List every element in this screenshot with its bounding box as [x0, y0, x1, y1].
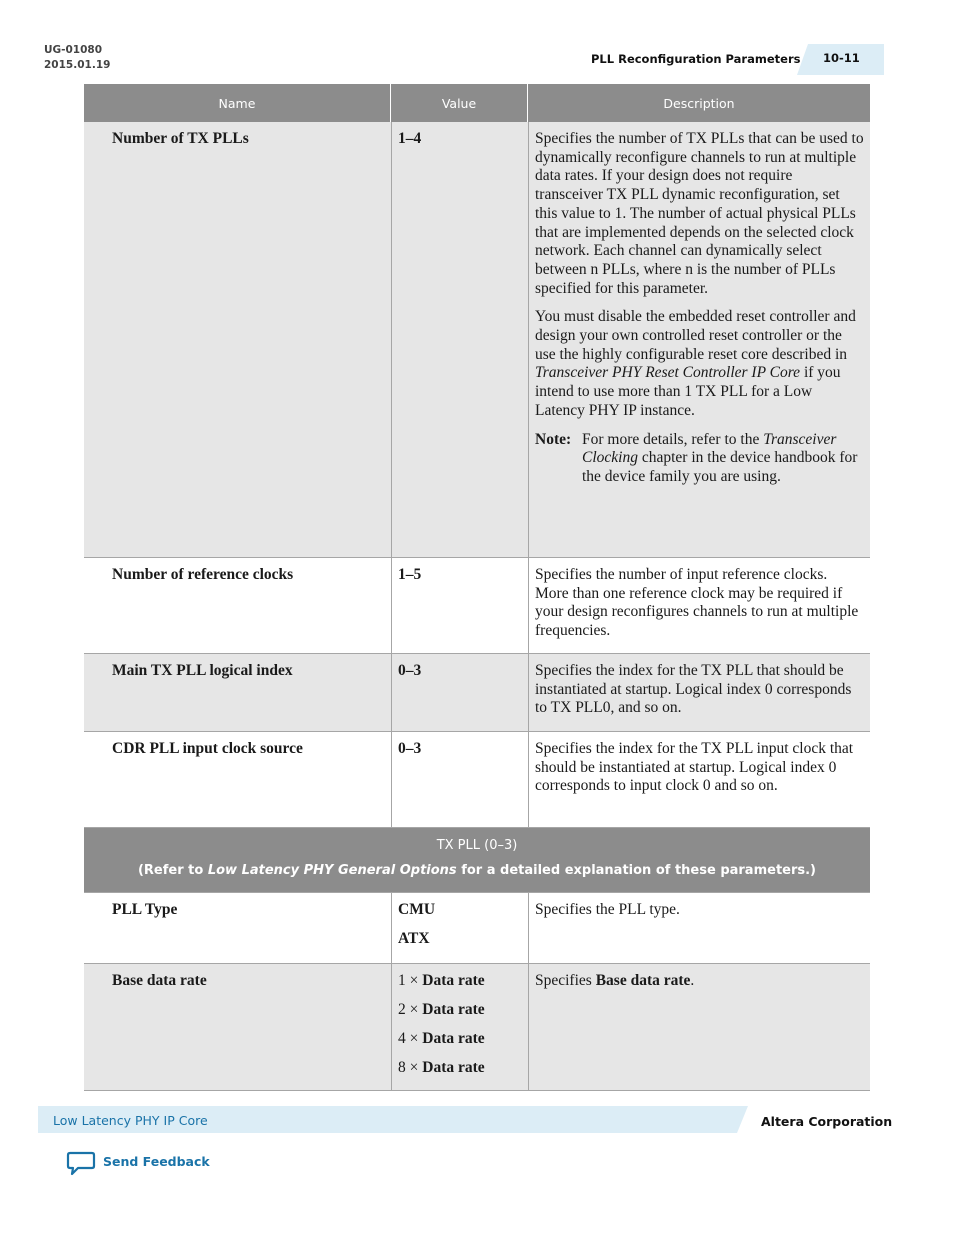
param-name: PLL Type	[112, 901, 178, 918]
text-run: You must disable the embedded reset controller and design your own controlled reset controller or the use the highly configurable reset core described in	[535, 308, 856, 363]
section-header-subtitle	[84, 853, 870, 878]
text-run: .	[690, 972, 695, 989]
table-row	[84, 122, 870, 558]
table-row	[84, 964, 870, 1091]
param-name: Base data rate	[84, 964, 391, 1090]
param-value: 1–5	[391, 558, 528, 653]
param-name: Number of reference clocks	[112, 566, 294, 583]
table-row	[84, 732, 870, 828]
multiplier: 8 ×	[398, 1059, 419, 1076]
document-date: 2015.01.19	[44, 59, 111, 71]
param-value: ATX	[398, 930, 430, 947]
param-value: 0–3	[391, 654, 528, 731]
param-name: CDR PLL input clock source	[112, 740, 303, 757]
table-row	[84, 654, 870, 732]
page-number: 10-11	[823, 51, 860, 65]
param-value	[398, 1001, 522, 1020]
column-header-description: Description	[528, 84, 870, 122]
param-value-list	[391, 964, 528, 1090]
note-text	[582, 431, 864, 487]
param-value: 0–3	[391, 732, 528, 827]
value-label: Data rate	[422, 1030, 485, 1047]
description-paragraph: Specifies the number of TX PLLs that can be used to dynamically reconfigure channels to run at multiple data rates. If your design does not require transceiver TX PLL dynamic reconfiguration, set this value to 1. The number of actual physical PLLs that are implemented depends on the selected clock network. Each channel can dynamically select between n PLLs, where n is the number of PLLs specified for this parameter.	[535, 130, 864, 297]
param-value-list	[391, 893, 528, 963]
text-run: if you intend to use more than 1 TX PLL for a Low Latency PHY IP instance.	[535, 364, 841, 419]
column-header-name: Name	[84, 84, 391, 122]
note-label: Note:	[535, 430, 572, 448]
param-value: 1–4	[391, 122, 528, 557]
doc-reference: Transceiver PHY Reset Controller IP Core	[535, 364, 801, 382]
param-description: Specifies the PLL type.	[528, 893, 870, 963]
section-title: PLL Reconfiguration Parameters	[591, 52, 801, 66]
param-description	[528, 122, 870, 557]
table-section-header	[84, 828, 870, 893]
text-run: chapter in the device handbook for the device family you are using.	[582, 449, 858, 485]
text-run: For more details, refer to the	[582, 430, 764, 448]
document-id: UG-01080	[44, 44, 103, 56]
doc-reference: Low Latency PHY General Options	[207, 863, 457, 878]
param-description: Specifies the index for the TX PLL that should be instantiated at startup. Logical index 0 corresponds to TX PLL0, and so on.	[528, 654, 870, 731]
table-header	[84, 84, 870, 122]
doc-reference: Transceiver Clocking	[582, 430, 837, 467]
param-value	[398, 1059, 522, 1078]
param-name: Main TX PLL logical index	[84, 654, 391, 731]
param-value: CMU	[398, 901, 436, 918]
column-header-value: Value	[391, 84, 528, 122]
table-row	[84, 558, 870, 654]
document-id-block	[44, 43, 110, 73]
value-label: Data rate	[422, 1001, 485, 1018]
text-run: for a detailed explanation of these parameters.)	[456, 863, 816, 878]
send-feedback-link[interactable]: Send Feedback	[103, 1154, 210, 1169]
param-description	[528, 964, 870, 1090]
param-value	[398, 972, 522, 991]
parameters-table	[84, 84, 870, 1091]
value-label: Data rate	[422, 972, 485, 989]
param-name: Number of TX PLLs	[84, 122, 391, 557]
text-run: Specifies	[535, 972, 596, 989]
param-description: Specifies the index for the TX PLL input clock that should be instantiated at startup. Logical index 0 corresponds to input clock 0 and so on.	[528, 732, 870, 827]
description-paragraph	[535, 308, 864, 420]
footer-doc-title[interactable]: Low Latency PHY IP Core	[53, 1113, 208, 1128]
note-block	[535, 431, 864, 487]
section-header-title: TX PLL (0–3)	[436, 838, 518, 853]
multiplier: 2 ×	[398, 1001, 419, 1018]
text-run: (Refer to	[137, 863, 208, 878]
multiplier: 4 ×	[398, 1030, 419, 1047]
param-value	[398, 1030, 522, 1049]
emphasis: Base data rate	[595, 972, 691, 989]
value-label: Data rate	[422, 1059, 485, 1076]
table-row	[84, 893, 870, 964]
multiplier: 1 ×	[398, 972, 419, 989]
speech-bubble-icon[interactable]	[66, 1151, 96, 1177]
param-description: Specifies the number of input reference clocks. More than one reference clock may be required if your design reconfigures channels to run at multiple frequencies.	[528, 558, 870, 653]
footer-company: Altera Corporation	[761, 1114, 893, 1129]
